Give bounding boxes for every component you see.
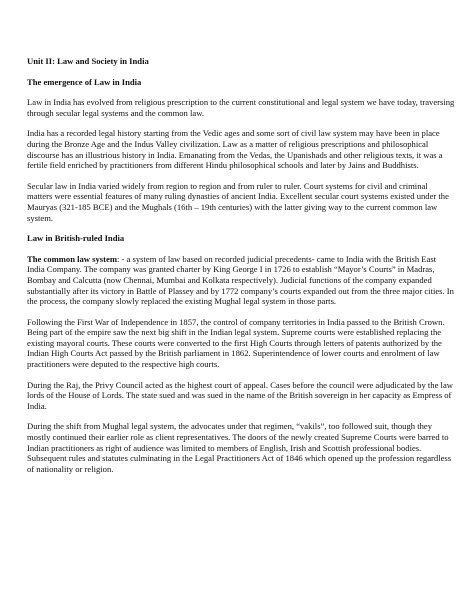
paragraph-common-law-system — [27, 254, 455, 307]
section-heading-emergence: The emergence of Law in India — [27, 76, 142, 87]
paragraph-first-war-independence: Following the First War of Independence in 1857, the control of company territories in India passed to the British Crown. Being part of the empire saw the next big shift in the Indian legal system. Supreme courts were established replacing the existing mayoral courts. These courts were converted to the first High Courts through letters of patents authorized by the Indian High Courts Act passed by the British parliament in 1862. Superintendence of lower courts and enrolment of law practitioners were deputed to the respective high courts. — [27, 316, 445, 370]
paragraph-privy-council: During the Raj, the Privy Council acted as the highest court of appeal. Cases before the council were adjudicated by the law lords of the House of Lords. The state sued and was sued in the name of the British sovereign in her capacity as Empress of India. — [27, 379, 453, 411]
document-page — [27, 56, 455, 484]
paragraph-recorded-history: India has a recorded legal history starting from the Vedic ages and some sort of civil law system may have been in place during the Bronze Age and the Indus Valley civilization. Law as a matter of religious prescriptions and philosophical discourse has an illustrious history in India. Emanating from the Vedas, the Upanishads and other religious texts, it was a fertile field enriched by practitioners from different Hindu philosophical schools and later by Jains and Buddhists. — [27, 128, 443, 171]
unit-title: Unit II: Law and Society in India — [27, 56, 149, 66]
paragraph-law-evolution: Law in India has evolved from religious prescription to the current constitutional and legal system we have today, traversing through secular legal systems and the common law. — [27, 97, 455, 118]
common-law-description: : - a system of law based on recorded judicial precedents- came to India with the British East India Company. The company was granted charter by King George I in 1726 to establish “Mayor’s Courts” in Madras, Bombay and Calcutta (now Chennai, Mumbai and Kolkata respectively). Judicial functions of the company expanded substantially after its victory in Battle of Plassey and by 1772 company’s courts expanded out from the three major cities. In the process, the company slowly replaced the existing Mughal legal system in those parts. — [27, 253, 454, 307]
paragraph-mughal-shift: During the shift from Mughal legal system, the advocates under that regimen, “vakils”, too followed suit, though they mostly continued their earlier role as client representatives. The doors of the newly created Supreme Courts were barred to Indian practitioners as right of audience was limited to members of English, Irish and Scottish professional bodies. Subsequent rules and statutes culminating in the Legal Practitioners Act of 1846 which opened up the profession regardless of nationality or religion. — [27, 421, 452, 474]
paragraph-secular-law: Secular law in India varied widely from region to region and from ruler to ruler. Court systems for civil and criminal matters were essential features of many ruling dynasties of ancient India. Excellent secular court systems existed under the Mauryas (321-185 BCE) and the Mughals (16th – 19th centuries) with the latter giving way to the current common law system. — [27, 180, 449, 223]
lead-term-common-law: The common law system — [27, 253, 117, 264]
section-heading-british-india: Law in British-ruled India — [27, 233, 125, 244]
